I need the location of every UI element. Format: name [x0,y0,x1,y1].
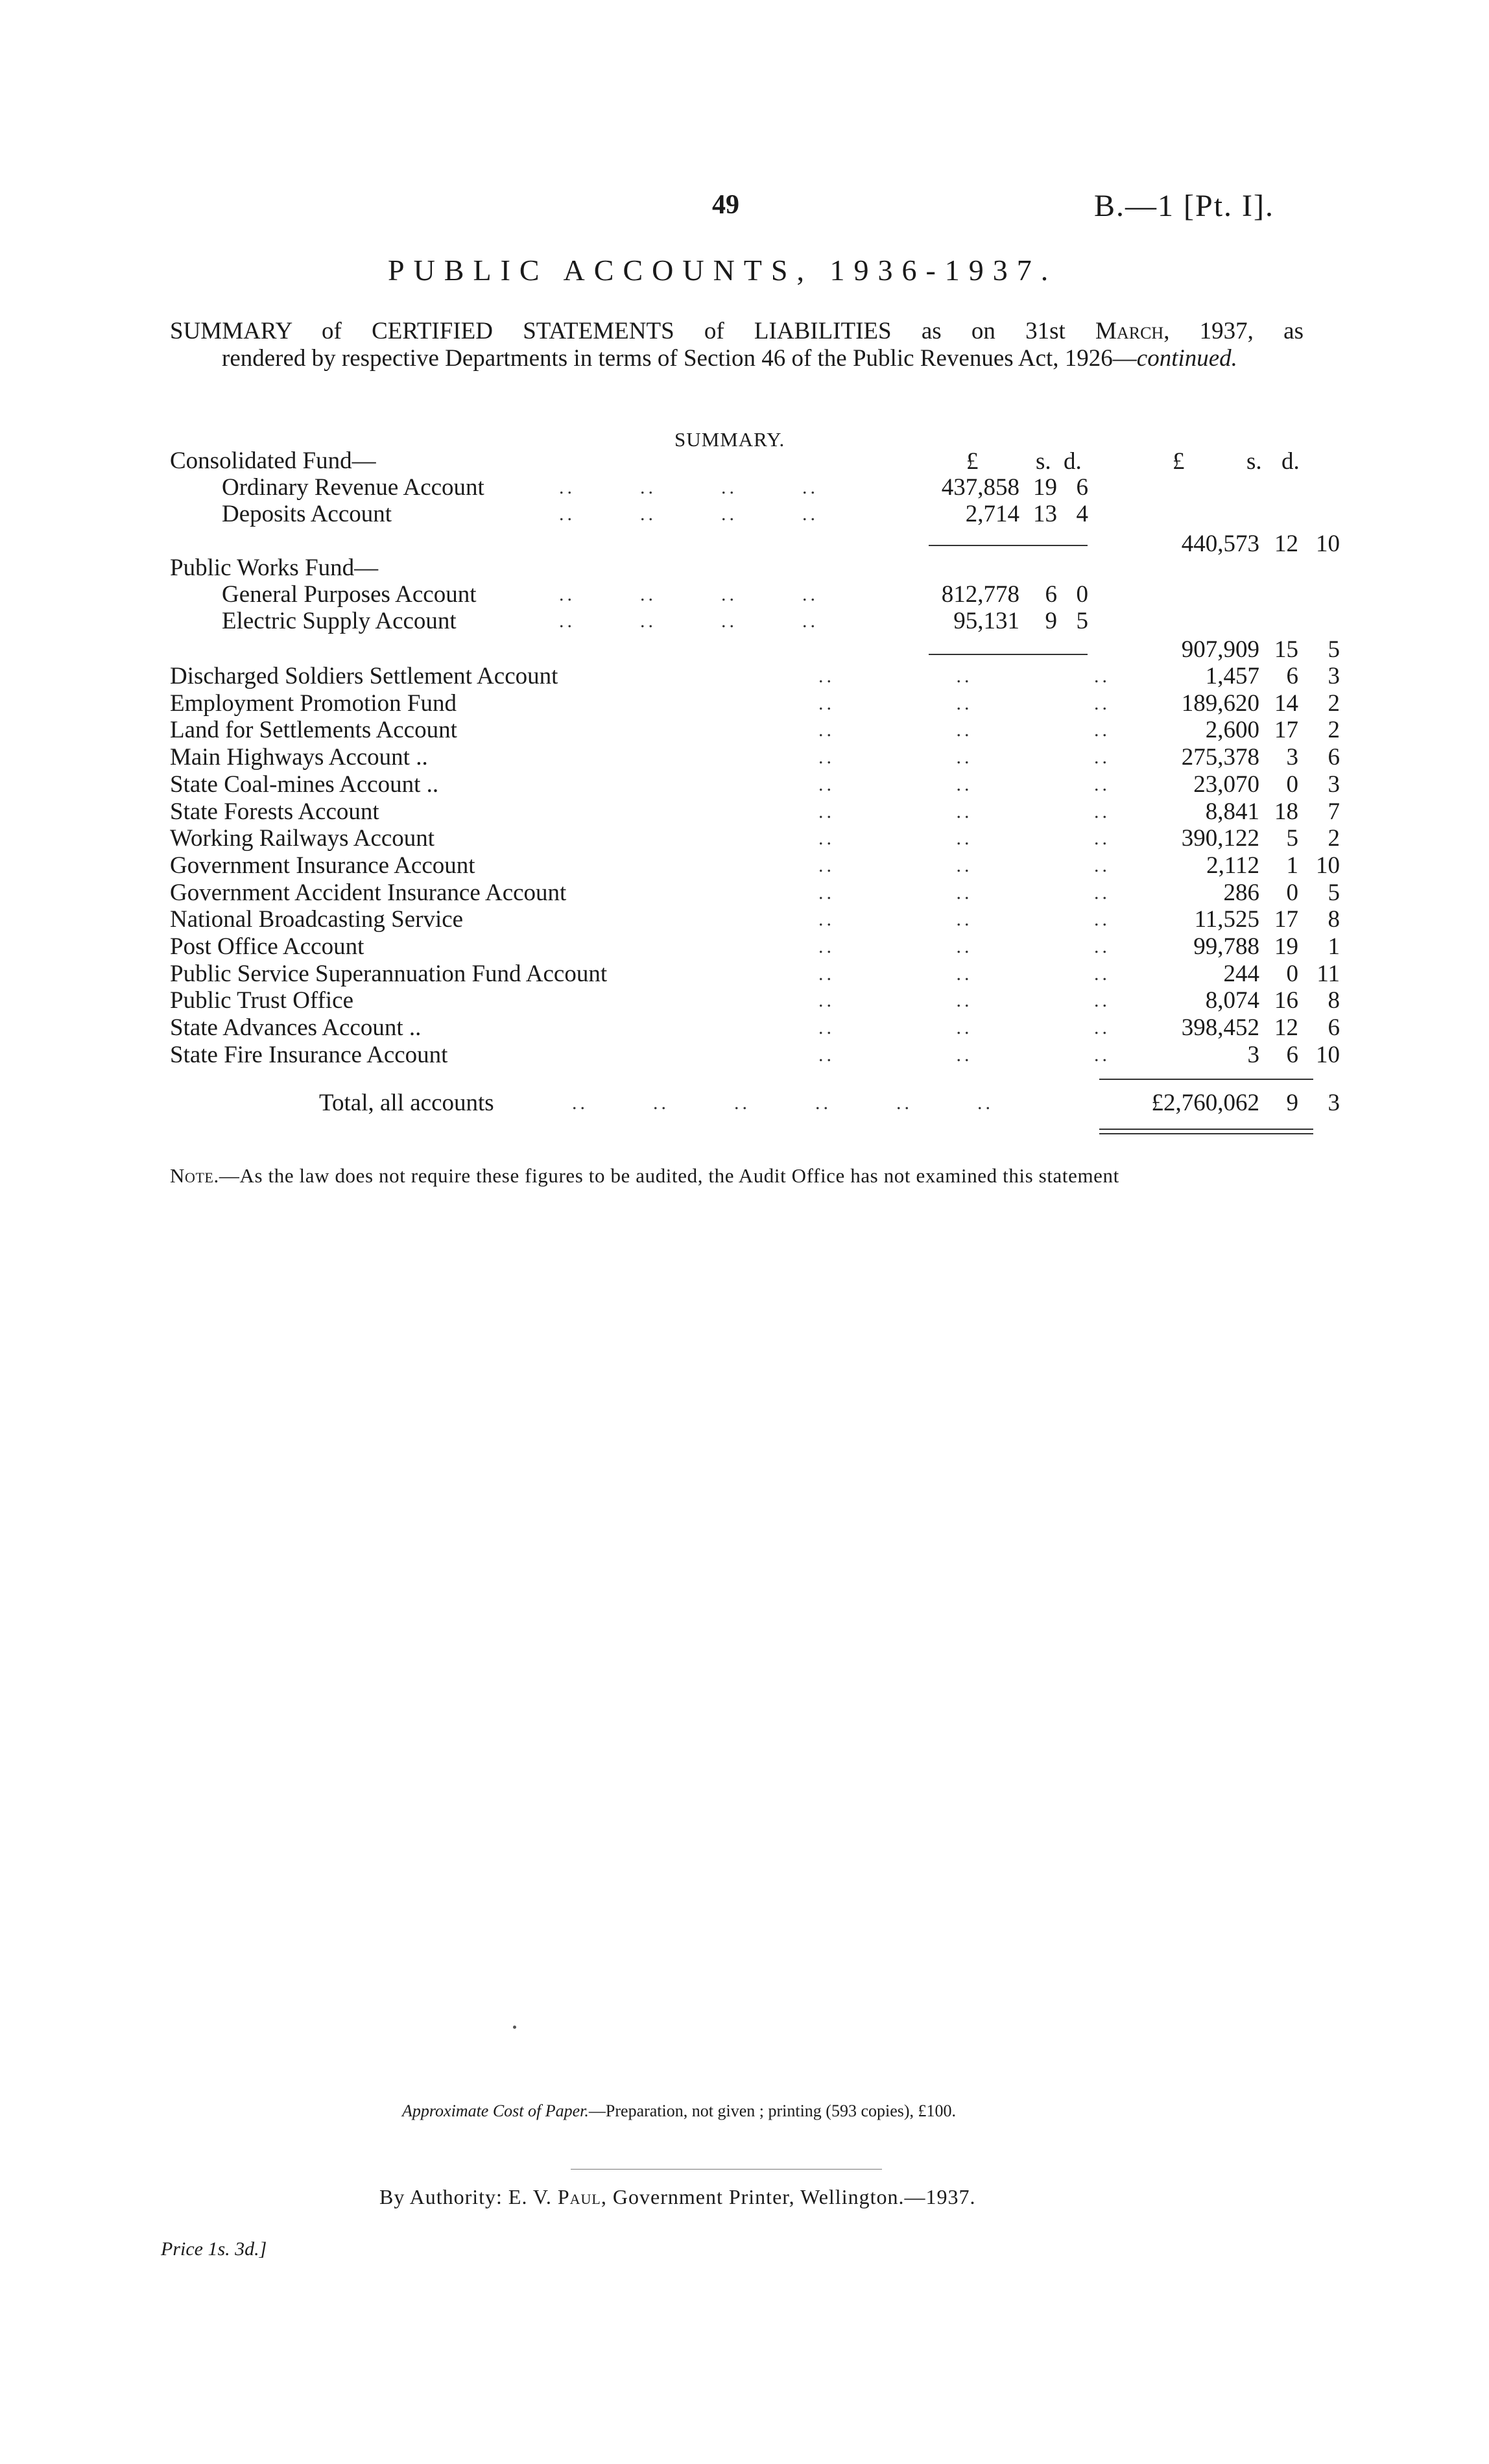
leader-dots: .. .. .. [818,963,1110,985]
table-row [170,744,1340,771]
amount-shillings: 6 [1045,581,1057,608]
subtotal-pounds: 440,573 [1181,531,1259,557]
amount-pence: 11 [1316,961,1340,987]
col1-pence-header: d. [1064,448,1082,475]
amount-pounds: 1,457 [1205,663,1259,689]
leader-dots: .. .. .. [818,936,1110,957]
amount-shillings: 1 [1286,852,1298,879]
intro-month: March [1095,318,1164,344]
leader-dots: .. .. .. .. [559,584,818,605]
amount-pence: 6 [1328,744,1340,771]
document-reference: B.—1 [Pt. I]. [1094,189,1274,223]
authority-text-2: , Government Printer, Wellington.—1937. [601,2185,976,2208]
subtotal-shillings: 12 [1274,531,1298,557]
leader-dots: .. .. .. [818,828,1110,849]
amount-pence: 10 [1316,852,1340,879]
amount-pence: 6 [1076,474,1088,501]
account-name: State Forests Account [170,798,379,825]
amount-shillings: 6 [1286,1042,1298,1068]
amount-pence: 8 [1328,987,1340,1014]
total-pounds: £2,760,062 [1151,1090,1259,1116]
amount-pounds: 23,070 [1193,771,1259,798]
intro-text-part1: SUMMARY of CERTIFIED STATEMENTS of LIABILITIES as on 31st [170,318,1096,344]
page-number: 49 [712,190,739,220]
amount-shillings: 18 [1274,798,1298,825]
total-pence: 3 [1328,1090,1340,1116]
leader-dots: .. .. .. [818,774,1110,795]
leader-dots: .. .. .. .. [559,610,818,632]
cost-label: Approximate Cost of Paper. [402,2101,589,2120]
footer-rule [571,2169,882,2170]
amount-pence: 8 [1328,906,1340,933]
consolidated-fund-heading [170,448,1311,475]
table-row [170,933,1340,961]
amount-shillings: 3 [1286,744,1298,771]
amount-pounds: 2,112 [1206,852,1259,879]
amount-shillings: 12 [1274,1014,1298,1041]
table-row [170,608,1311,635]
leader-dots: .. .. .. [818,909,1110,930]
table-row [170,1042,1340,1069]
account-name: Discharged Soldiers Settlement Account [170,663,558,689]
amount-pounds: 275,378 [1181,744,1259,771]
leader-dots: .. .. .. [818,747,1110,768]
account-name: Main Highways Account .. [170,744,428,771]
leader-dots: .. .. .. [818,719,1110,741]
intro-text-part3: rendered by respective Departments in terms of Section 46 of the Public Revenues Act, 1926— [222,345,1137,372]
amount-shillings: 16 [1274,987,1298,1014]
account-name: Ordinary Revenue Account [222,474,484,501]
table-row [170,690,1340,717]
account-name: Post Office Account [170,933,364,960]
printer-authority [379,2185,975,2209]
amount-pence: 2 [1328,717,1340,743]
account-name: Public Trust Office [170,987,354,1014]
leader-dots: .. .. .. [818,1044,1110,1066]
leader-dots: .. .. .. [818,882,1110,903]
leader-dots: .. .. .. .. [559,477,818,498]
amount-shillings: 5 [1286,825,1298,852]
amount-shillings: 9 [1045,608,1057,634]
account-name: State Coal-mines Account .. [170,771,439,798]
col2-pounds-header: £ [1173,448,1185,475]
intro-continued: continued. [1136,345,1237,372]
amount-shillings: 19 [1033,474,1057,501]
note-prefix: Note. [170,1164,219,1187]
authority-text-1: By Authority: E. V. [379,2185,558,2208]
section-label: Public Works Fund— [170,555,379,581]
amount-pounds: 11,525 [1194,906,1259,933]
leader-dots: .. .. .. [818,855,1110,876]
price: Price 1s. 3d.] [161,2238,267,2260]
total-rule-bottom-2 [1099,1133,1313,1134]
amount-shillings: 17 [1274,717,1298,743]
amount-pence: 2 [1328,690,1340,717]
table-row [170,501,1311,528]
subtotal-pence: 10 [1316,531,1340,557]
col2-pence-header: d. [1281,448,1300,475]
total-rule-bottom-1 [1099,1129,1313,1130]
table-row [170,906,1340,933]
col2-shillings-header: s. [1246,448,1262,475]
account-name: State Advances Account .. [170,1014,422,1041]
account-name: Deposits Account [222,501,392,527]
amount-pounds: 390,122 [1181,825,1259,852]
account-name: Electric Supply Account [222,608,457,634]
amount-pounds: 189,620 [1181,690,1259,717]
amount-pence: 2 [1328,825,1340,852]
amount-pounds: 99,788 [1193,933,1259,960]
amount-pence: 1 [1328,933,1340,960]
total-row [170,1090,1340,1117]
printer-name: Paul [557,2185,601,2208]
cost-of-paper [402,2101,956,2121]
subtotal-pounds: 907,909 [1181,636,1259,663]
summary-intro [170,318,1304,372]
leader-dots: .. .. .. .. [559,503,818,525]
amount-shillings: 13 [1033,501,1057,527]
audit-note [170,1164,1119,1188]
total-label: Total, all accounts [319,1090,494,1116]
amount-shillings: 19 [1274,933,1298,960]
amount-pounds: 3 [1247,1042,1259,1068]
table-row [170,771,1340,798]
amount-pounds: 2,714 [965,501,1019,527]
account-name: Working Railways Account [170,825,435,852]
account-name: Public Service Superannuation Fund Account [170,961,608,987]
leader-dots: .. .. .. [818,693,1110,714]
leader-dots: .. .. .. [818,801,1110,822]
amount-pence: 6 [1328,1014,1340,1041]
amount-pounds: 2,600 [1205,717,1259,743]
printer-mark [513,2026,516,2029]
amount-pounds: 812,778 [941,581,1019,608]
amount-pence: 4 [1076,501,1088,527]
amount-pounds: 398,452 [1181,1014,1259,1041]
amount-shillings: 17 [1274,906,1298,933]
account-name: Government Accident Insurance Account [170,879,567,906]
intro-text-part2: , 1937, as [1163,318,1304,344]
account-name: Land for Settlements Account [170,717,457,743]
page-title: PUBLIC ACCOUNTS, 1936-1937. [388,254,1058,287]
subtotal-shillings: 15 [1274,636,1298,663]
amount-shillings: 0 [1286,879,1298,906]
account-name: State Fire Insurance Account [170,1042,448,1068]
col1-shillings-header: s. [1036,448,1051,475]
summary-heading: SUMMARY. [674,428,785,451]
public-works-fund-heading [170,555,1311,582]
table-row [170,717,1340,744]
leader-dots: .. .. .. [818,1017,1110,1038]
table-row [170,798,1340,826]
table-row [170,474,1311,501]
table-row [170,879,1340,907]
account-name: Government Insurance Account [170,852,475,879]
amount-pence: 7 [1328,798,1340,825]
account-name: National Broadcasting Service [170,906,464,933]
table-row [170,852,1340,879]
subtotal-row [170,531,1340,558]
amount-pounds: 8,074 [1205,987,1259,1014]
amount-shillings: 14 [1274,690,1298,717]
table-row [170,825,1340,852]
subtotal-row [170,636,1340,664]
amount-pence: 3 [1328,663,1340,689]
amount-pounds: 286 [1223,879,1259,906]
amount-pence: 5 [1328,879,1340,906]
leader-dots: .. .. .. [818,665,1110,687]
subtotal-pence: 5 [1328,636,1340,663]
amount-shillings: 0 [1286,961,1298,987]
amount-pence: 5 [1076,608,1088,634]
total-shillings: 9 [1286,1090,1298,1116]
amount-pounds: 244 [1223,961,1259,987]
table-row [170,581,1311,608]
table-row [170,1014,1340,1042]
total-rule-top [1099,1079,1313,1080]
leader-dots: .. .. .. [818,990,1110,1011]
amount-pence: 10 [1316,1042,1340,1068]
amount-pounds: 437,858 [941,474,1019,501]
account-name: General Purposes Account [222,581,477,608]
leader-dots: .. .. .. .. .. .. [572,1092,994,1114]
table-row [170,663,1340,690]
amount-shillings: 0 [1286,771,1298,798]
amount-pounds: 95,131 [953,608,1019,634]
amount-pence: 3 [1328,771,1340,798]
account-name: Employment Promotion Fund [170,690,457,717]
note-text: —As the law does not require these figures to be audited, the Audit Office has not examined this statement [219,1164,1119,1187]
table-row [170,961,1340,988]
cost-text: —Preparation, not given ; printing (593 copies), £100. [588,2101,957,2120]
section-label: Consolidated Fund— [170,448,376,474]
amount-shillings: 6 [1286,663,1298,689]
col1-pounds-header: £ [966,448,979,475]
amount-pounds: 8,841 [1205,798,1259,825]
table-row [170,987,1340,1014]
amount-pence: 0 [1076,581,1088,608]
